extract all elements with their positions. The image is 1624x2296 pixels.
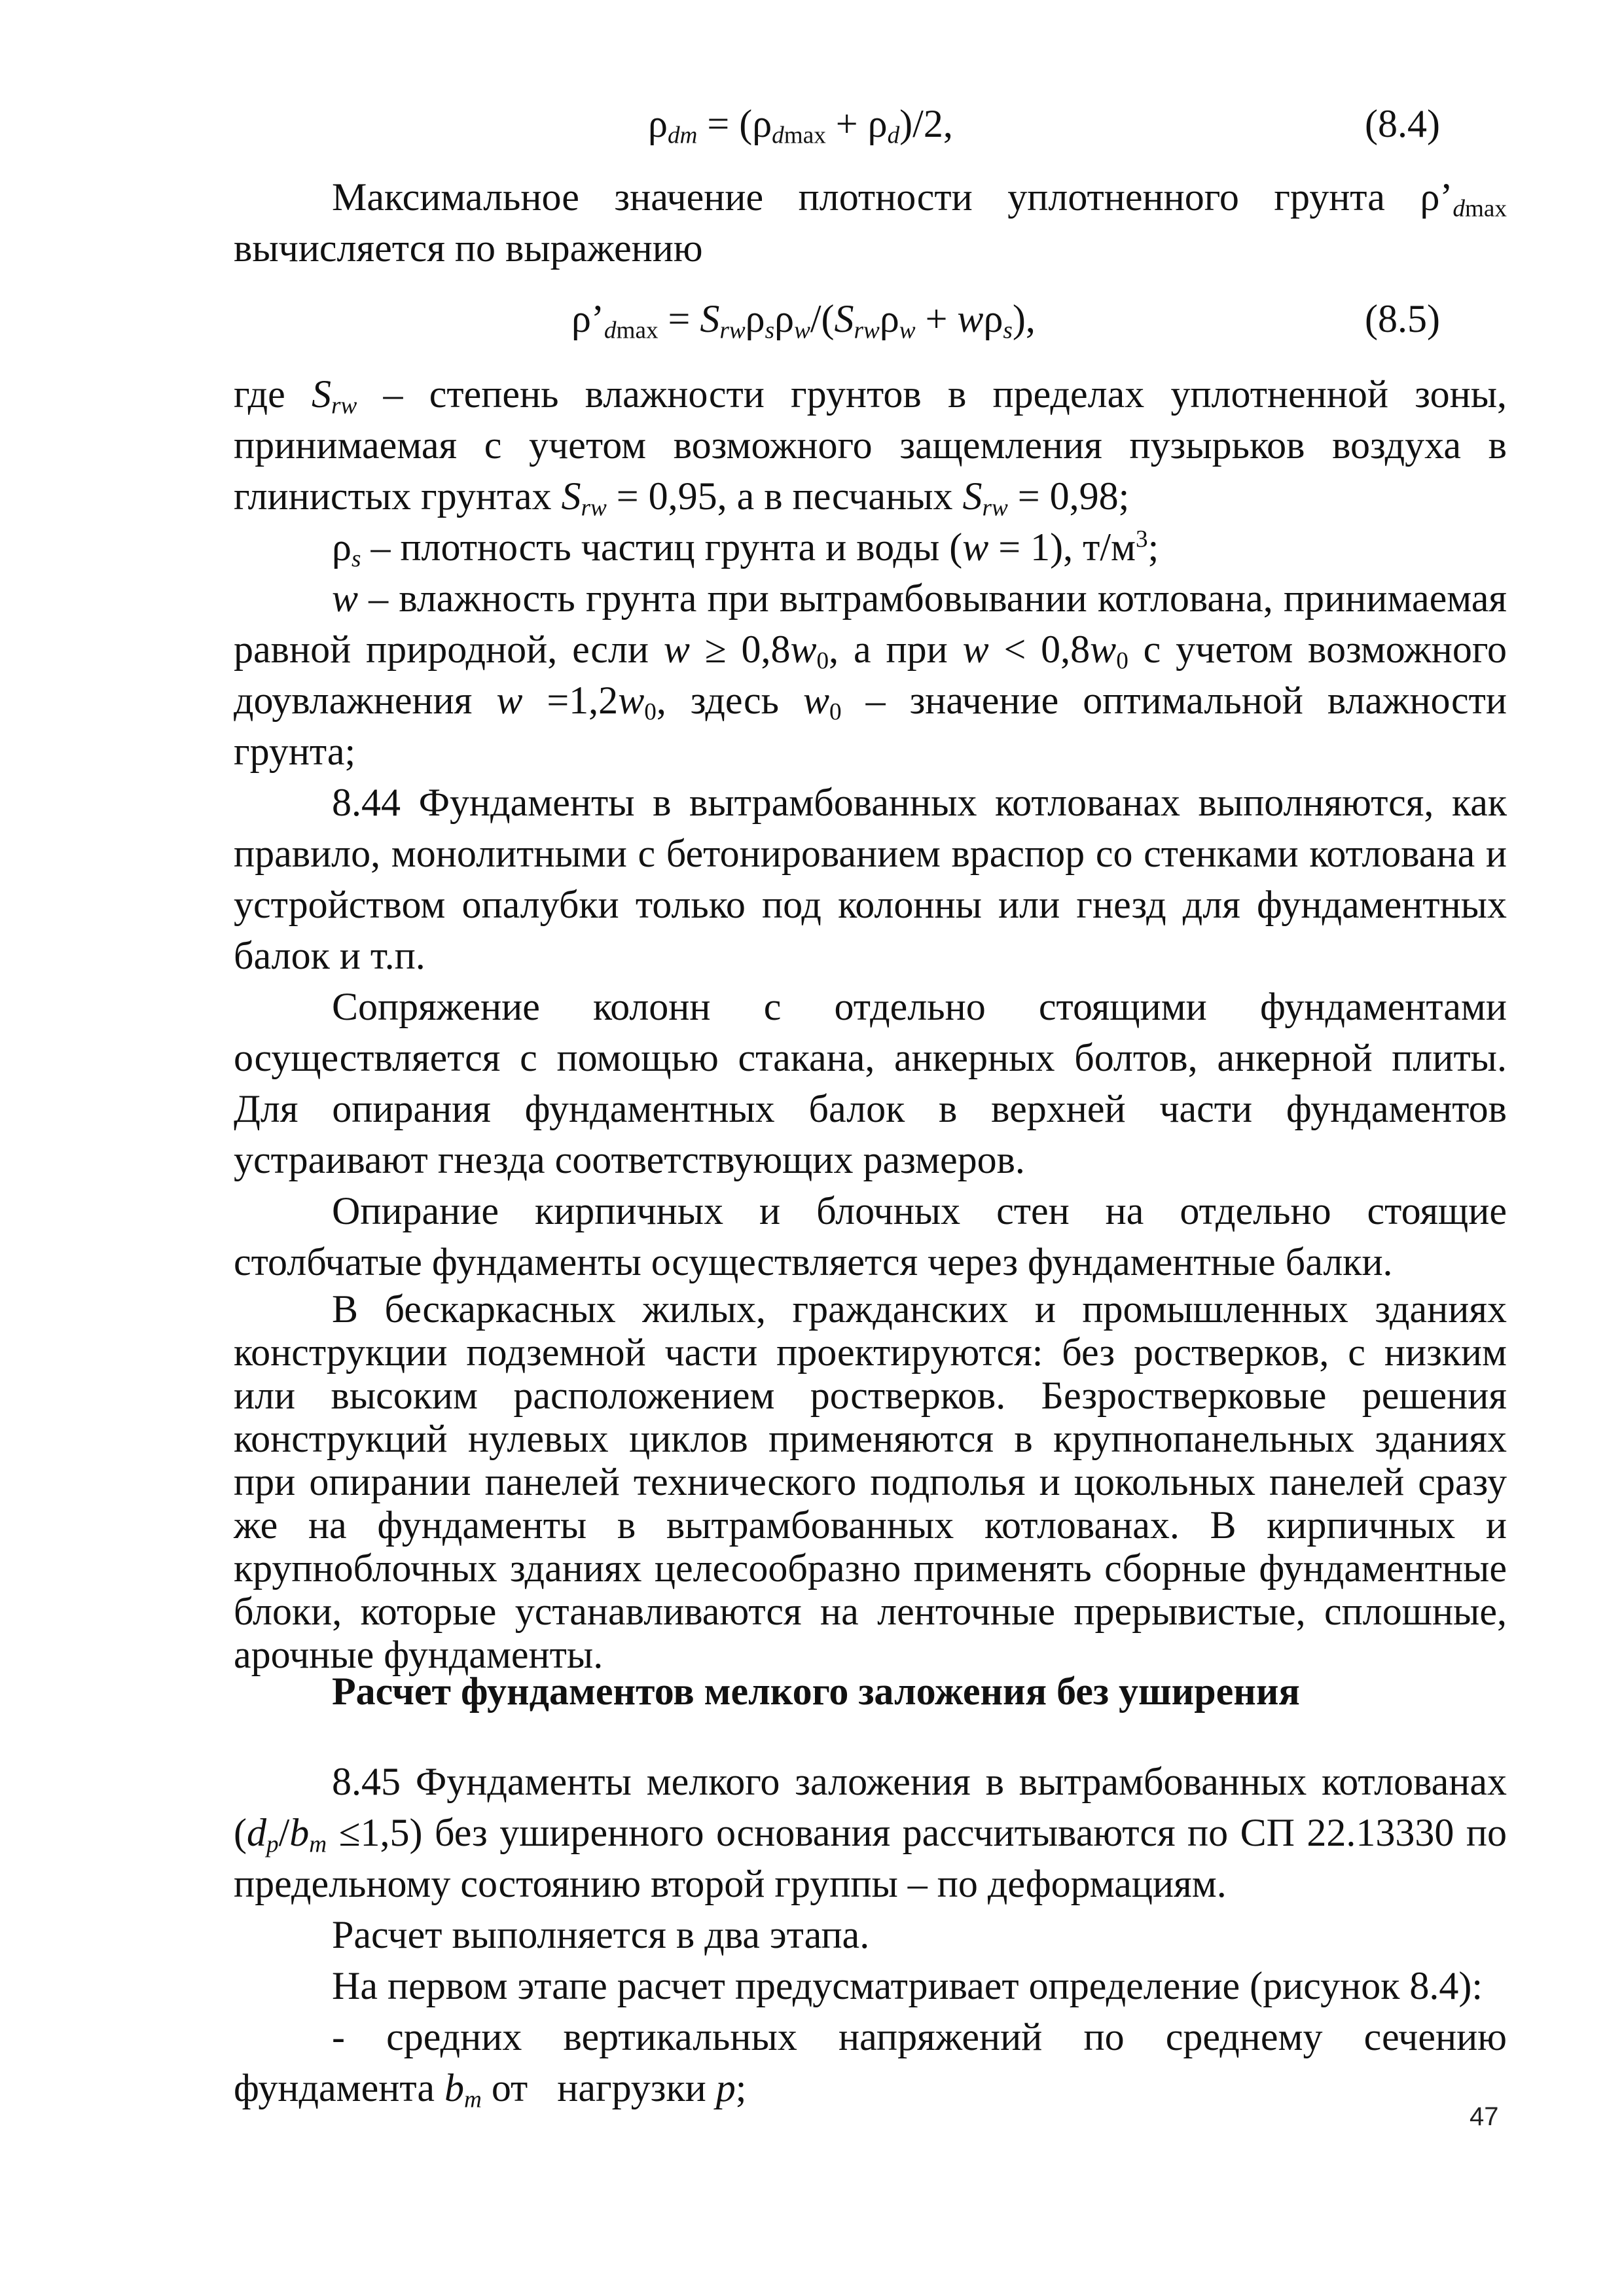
paragraph-rho-s-definition: $\rho_s$ – плотность частиц грунта и воды (w = 1), $т/м^3$; [332,526,1159,573]
paragraph-max-density-text: Максимальное значение плотности уплотненного грунта $\rho’_{dmax}$ вычисляется по выражению [234,175,1507,270]
formula-8-4-number: (8.4) [1365,102,1440,145]
formula-8-5 [0,293,1624,346]
paragraph-mean-stress: - средних вертикальных напряжений по среднему сечению фундамента $b_m$ от нагрузки p; [234,2015,1507,2113]
paragraph-column-joint: Сопряжение колонн с отдельно стоящими фундаментами осуществляется с помощью стакана, анкерных болтов, анкерной плиты. Для опирания фундаментных балок в верхней части фундаментов устраивают гнезда соответствующих размеров. [234,985,1507,1181]
formula-8-5-expression: $\rho’_{dmax} = S_{rw}\rho_s\rho_w/(S_{rw}\rho_w + w\rho_s)$, [571,297,1036,344]
formula-8-5-number: (8.5) [1365,297,1440,340]
paragraph-8-45: 8.45 Фундаменты мелкого заложения в вытрамбованных котлованах $(d_p/b_m \le 1,5)$ без уширенного основания рассчитываются по СП 22.13330 по предельному состоянию второй группы – по деформациям. [234,1760,1507,1905]
paragraph-wall-support: Опирание кирпичных и блочных стен на отдельно стоящие столбчатые фундаменты осуществляется через фундаментные балки. [234,1189,1507,1283]
calculation-text [234,1756,1507,2113]
formula-8-4-expression: $\rho_{dm} = (\rho_{dmax} + \rho_d)/2$, [648,102,953,149]
paragraph-8-44: 8.44 Фундаменты в вытрамбованных котлованах выполняются, как правило, монолитными с бетонированием враспор со стенками котлована и устройством опалубки только под колонны или гнезд для фундаментных балок и т.п. [234,781,1507,977]
paragraph-srw-definition: где $S_{rw}$ – степень влажности грунтов в пределах уплотненной зоны, принимаемая с учетом возможного защемления пузырьков воздуха в глинистых грунтах $S_{rw} = 0,95$, а в песчаных $S_{rw} = 0,98$; [234,372,1507,522]
main-text [234,368,1507,1676]
section-heading: Расчет фундаментов мелкого заложения без уширения [332,1670,1300,1713]
paragraph-frameless-buildings: В бескаркасных жилых, гражданских и промышленных зданиях конструкции подземной части проектируются: без ростверков, с низким или высоким расположением ростверков. Безростверковые решения конструкций нулевых циклов применяются в крупнопанельных зданиях при опирании панелей технического подполья и цокольных панелей сразу же на фундаменты в вытрамбованных котлованах. В кирпичных и крупноблочных зданиях целесообразно применять сборные фундаментные блоки, которые устанавливаются на ленточные прерывистые, сплошные, арочные фундаменты. [234,1287,1507,1676]
paragraph-first-stage: На первом этапе расчет предусматривает определение (рисунок 8.4): [332,1964,1483,2007]
page-number: 47 [1470,2102,1499,2131]
paragraph-max-density [234,171,1507,274]
paragraph-two-stages: Расчет выполняется в два этапа. [332,1913,870,1956]
formula-8-4 [0,98,1624,151]
paragraph-w-definition: w – влажность грунта при вытрамбовывании котлована, принимаемая равной природной, если $w \ge 0,8w_0$, а при $w < 0,8w_0$ с учетом возможного доувлажнения $w =1,2w_0$, здесь $w_0$ – значение оптимальной влажности грунта; [234,577,1507,773]
